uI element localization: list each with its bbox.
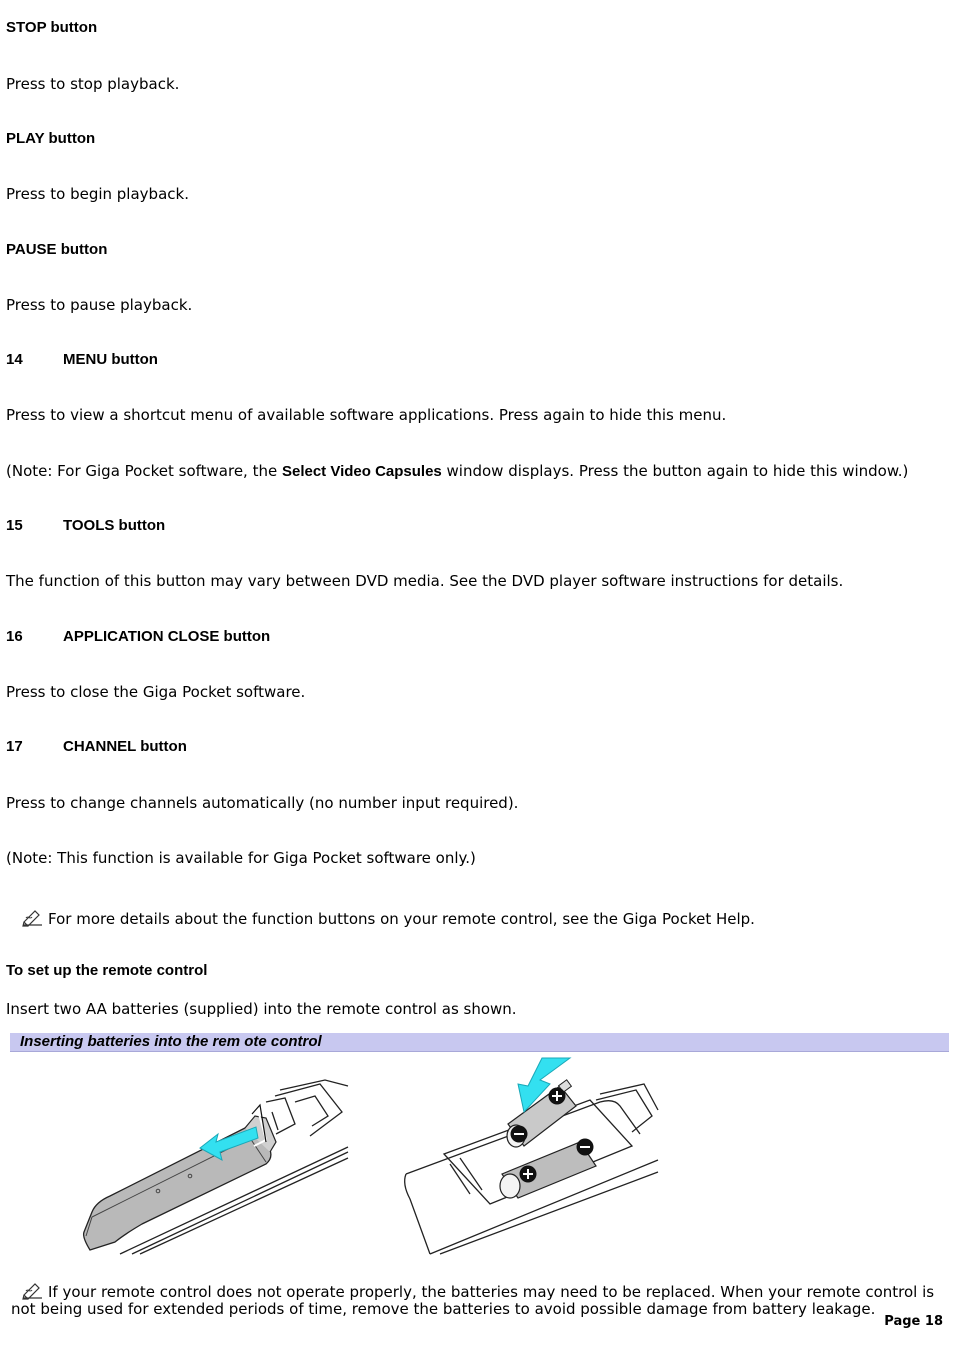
menu-note-bold: Select Video Capsules bbox=[281, 463, 442, 480]
setup-description: Insert two AA batteries (supplied) into the remote control as shown. bbox=[6, 1000, 517, 1018]
stop-description: Press to stop playback. bbox=[6, 75, 180, 93]
tools-description: The function of this button may vary between DVD media. See the DVD player software instructions for details. bbox=[6, 572, 844, 590]
help-note bbox=[20, 909, 755, 928]
battery-note-line2: not being used for extended periods of time, remove the batteries to avoid possible damage from battery leakage. bbox=[11, 1300, 876, 1318]
battery-note bbox=[20, 1282, 934, 1301]
menu-note-before: (Note: For Giga Pocket software, the bbox=[6, 462, 282, 480]
remote-batteries-illustration bbox=[400, 1054, 662, 1257]
appclose-heading: APPLICATION CLOSE button bbox=[63, 628, 271, 645]
tools-heading: TOOLS button bbox=[63, 517, 166, 534]
channel-heading-row bbox=[6, 738, 187, 756]
menu-note bbox=[6, 462, 908, 481]
play-heading: PLAY button bbox=[6, 130, 96, 147]
menu-heading-row bbox=[6, 351, 158, 369]
note-pencil-icon bbox=[20, 1282, 46, 1300]
channel-note: (Note: This function is available for Giga Pocket software only.) bbox=[6, 849, 476, 867]
tools-number: 15 bbox=[6, 517, 23, 534]
menu-heading: MENU button bbox=[63, 351, 158, 368]
appclose-description: Press to close the Giga Pocket software. bbox=[6, 683, 306, 701]
setup-heading: To set up the remote control bbox=[6, 962, 208, 979]
note-pencil-icon bbox=[20, 909, 46, 927]
menu-note-after: window displays. Press the button again to hide this window.) bbox=[441, 462, 909, 480]
tools-heading-row bbox=[6, 517, 165, 535]
appclose-heading-row bbox=[6, 628, 270, 646]
channel-heading: CHANNEL button bbox=[63, 738, 187, 755]
play-description: Press to begin playback. bbox=[6, 185, 189, 203]
menu-description: Press to view a shortcut menu of available software applications. Press again to hide this menu. bbox=[6, 406, 727, 424]
help-note-text: For more details about the function buttons on your remote control, see the Giga Pocket Help. bbox=[48, 910, 755, 928]
channel-description: Press to change channels automatically (no number input required). bbox=[6, 794, 519, 812]
menu-number: 14 bbox=[6, 351, 23, 368]
battery-note-line1: If your remote control does not operate properly, the batteries may need to be replaced. When your remote control is bbox=[48, 1283, 935, 1301]
figure-caption: Inserting batteries into the rem ote control bbox=[20, 1033, 322, 1050]
page-number: Page 18 bbox=[884, 1314, 943, 1329]
pause-heading: PAUSE button bbox=[6, 241, 108, 258]
stop-heading: STOP button bbox=[6, 19, 98, 36]
channel-number: 17 bbox=[6, 738, 23, 755]
remote-cover-illustration bbox=[80, 1072, 350, 1257]
figure-caption-bar bbox=[10, 1033, 949, 1052]
appclose-number: 16 bbox=[6, 628, 23, 645]
pause-description: Press to pause playback. bbox=[6, 296, 193, 314]
